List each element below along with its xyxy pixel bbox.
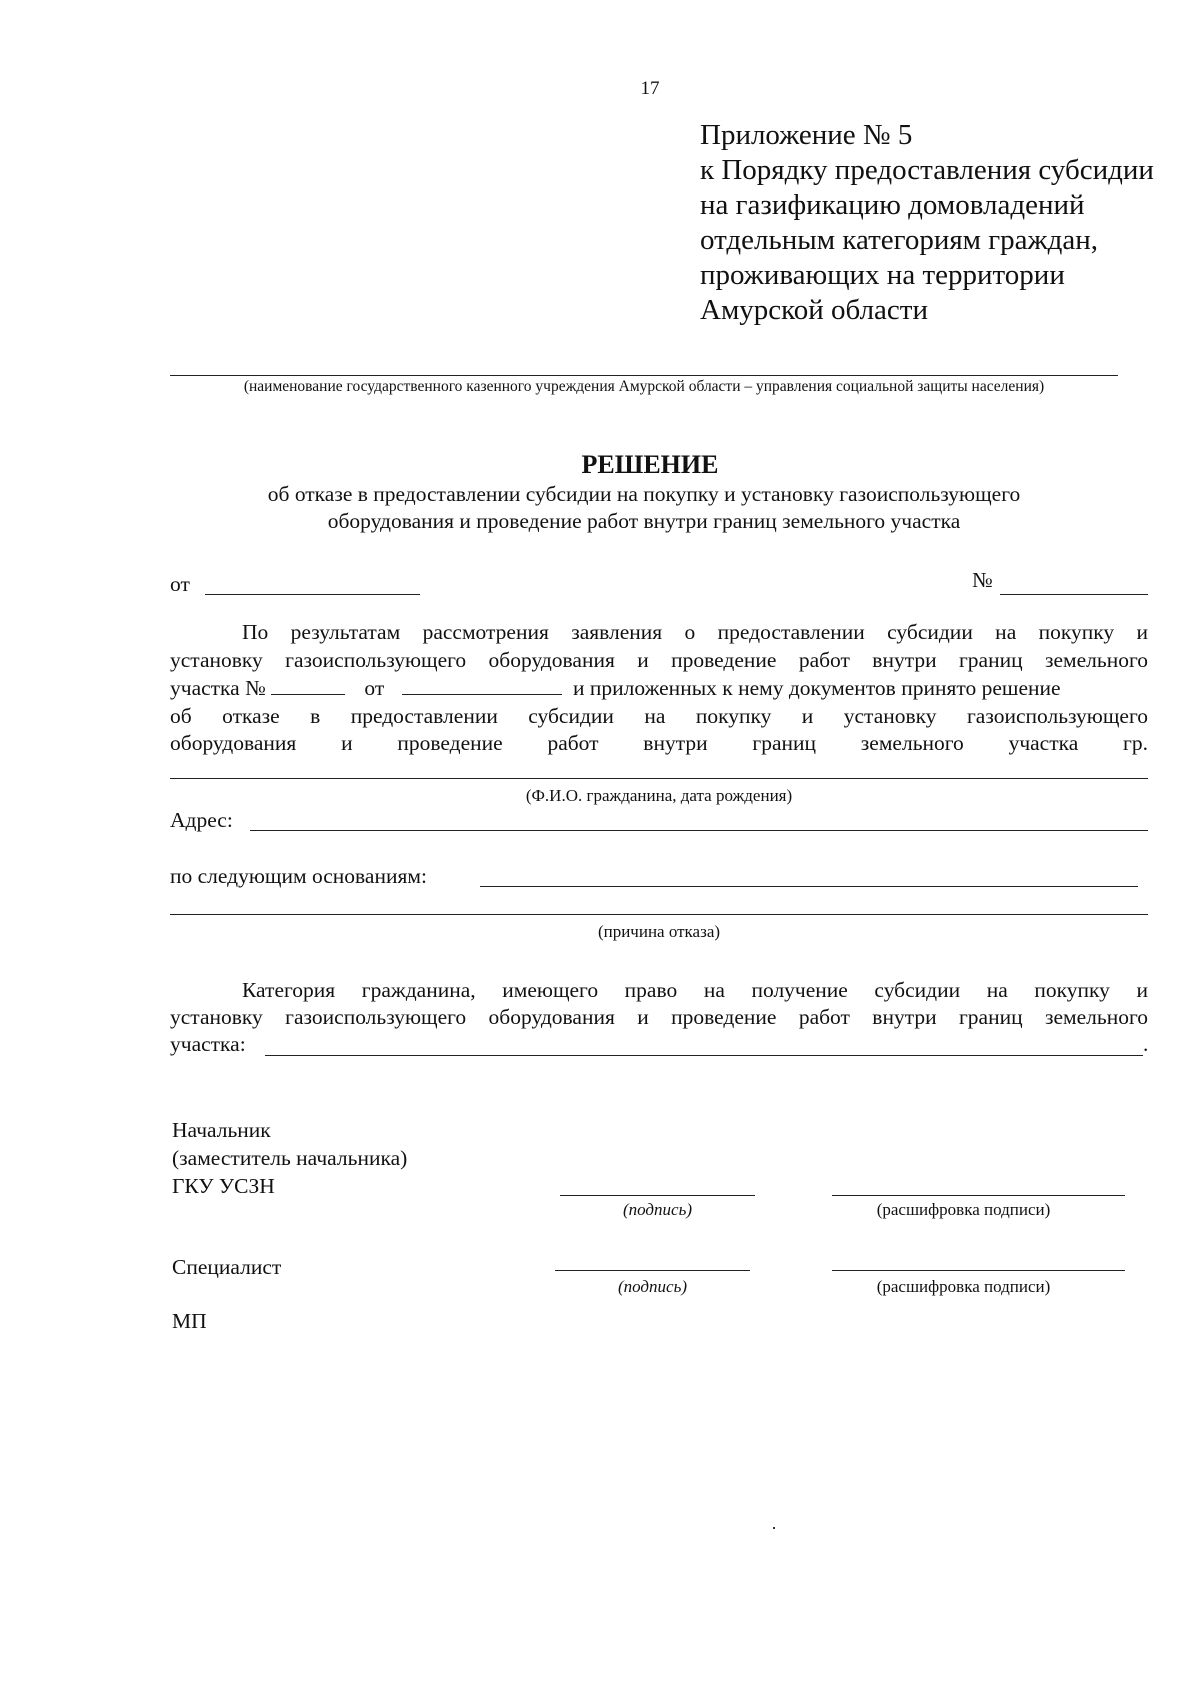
- org-name-line: [170, 375, 1118, 376]
- appendix-line: к Порядку предоставления субсидии: [700, 154, 1154, 186]
- body-line-2: установку газоиспользующего оборудования и проведение работ внутри границ земельного: [170, 648, 1148, 672]
- reason-line: [170, 914, 1148, 915]
- category-line-3: участка:: [170, 1032, 246, 1056]
- chief-line: (заместитель начальника): [172, 1146, 408, 1170]
- number-label: №: [972, 568, 993, 592]
- appendix-line: отдельным категориям граждан,: [700, 224, 1098, 256]
- body-line-1: По результатам рассмотрения заявления о предоставлении субсидии на покупку и: [242, 620, 1148, 644]
- scan-speck: [773, 1527, 775, 1529]
- subtitle-line: оборудования и проведение работ внутри границ земельного участка: [327, 509, 961, 533]
- page-number: 17: [640, 78, 660, 99]
- appendix-line: на газификацию домовладений: [700, 189, 1085, 221]
- date-label: от: [170, 572, 190, 596]
- category-line-1: Категория гражданина, имеющего право на получение субсидии на покупку и: [242, 978, 1148, 1002]
- specialist-signature-line: [555, 1270, 750, 1271]
- application-date-label: от: [364, 676, 385, 700]
- date-field-line: [205, 594, 420, 595]
- body-line-3-tail: и приложенных к нему документов принято решение: [572, 676, 1061, 700]
- grounds-label: по следующим основаниям:: [170, 864, 427, 888]
- specialist-decode-line: [832, 1270, 1125, 1271]
- chief-signature-caption: (подпись): [623, 1200, 692, 1219]
- chief-decode-caption: (расшифровка подписи): [876, 1200, 1051, 1219]
- document-title: РЕШЕНИЕ: [581, 450, 719, 479]
- chief-title: [172, 1116, 407, 1200]
- fio-caption: (Ф.И.О. гражданина, дата рождения): [525, 786, 793, 805]
- category-line: [265, 1055, 1143, 1056]
- stamp-label: МП: [172, 1309, 207, 1333]
- grounds-line: [480, 886, 1138, 887]
- category-end: .: [1143, 1032, 1149, 1056]
- chief-signature-line: [560, 1195, 755, 1196]
- number-field-line: [1000, 594, 1148, 595]
- body-line-3: [170, 676, 1148, 701]
- specialist-title: Специалист: [172, 1255, 282, 1279]
- specialist-decode-caption: (расшифровка подписи): [876, 1277, 1051, 1296]
- specialist-signature-caption: (подпись): [618, 1277, 687, 1296]
- application-number-line: [271, 676, 345, 695]
- appendix-line: Приложение № 5: [700, 119, 913, 151]
- body-line-4: об отказе в предоставлении субсидии на покупку и установку газоиспользующего: [170, 704, 1148, 728]
- chief-line: Начальник: [172, 1118, 271, 1142]
- document-subtitle: [170, 481, 1118, 535]
- address-label: Адрес:: [170, 808, 233, 832]
- body-line-5: оборудования и проведение работ внутри границ земельного участка гр.: [170, 731, 1148, 755]
- application-number-label: участка №: [170, 676, 266, 700]
- reason-caption: (причина отказа): [597, 922, 721, 941]
- chief-line: ГКУ УСЗН: [172, 1174, 275, 1198]
- fio-line: [170, 778, 1148, 779]
- subtitle-line: об отказе в предоставлении субсидии на покупку и установку газоиспользующего: [267, 482, 1021, 506]
- org-name-caption: (наименование государственного казенного учреждения Амурской области – управления социальной защиты населения): [243, 378, 1045, 395]
- category-line-2: установку газоиспользующего оборудования и проведение работ внутри границ земельного: [170, 1005, 1148, 1029]
- chief-decode-line: [832, 1195, 1125, 1196]
- appendix-line: Амурской области: [700, 294, 928, 326]
- appendix-header: [700, 118, 1154, 328]
- address-line: [250, 830, 1148, 831]
- application-date-line: [402, 676, 562, 695]
- appendix-line: проживающих на территории: [700, 259, 1065, 291]
